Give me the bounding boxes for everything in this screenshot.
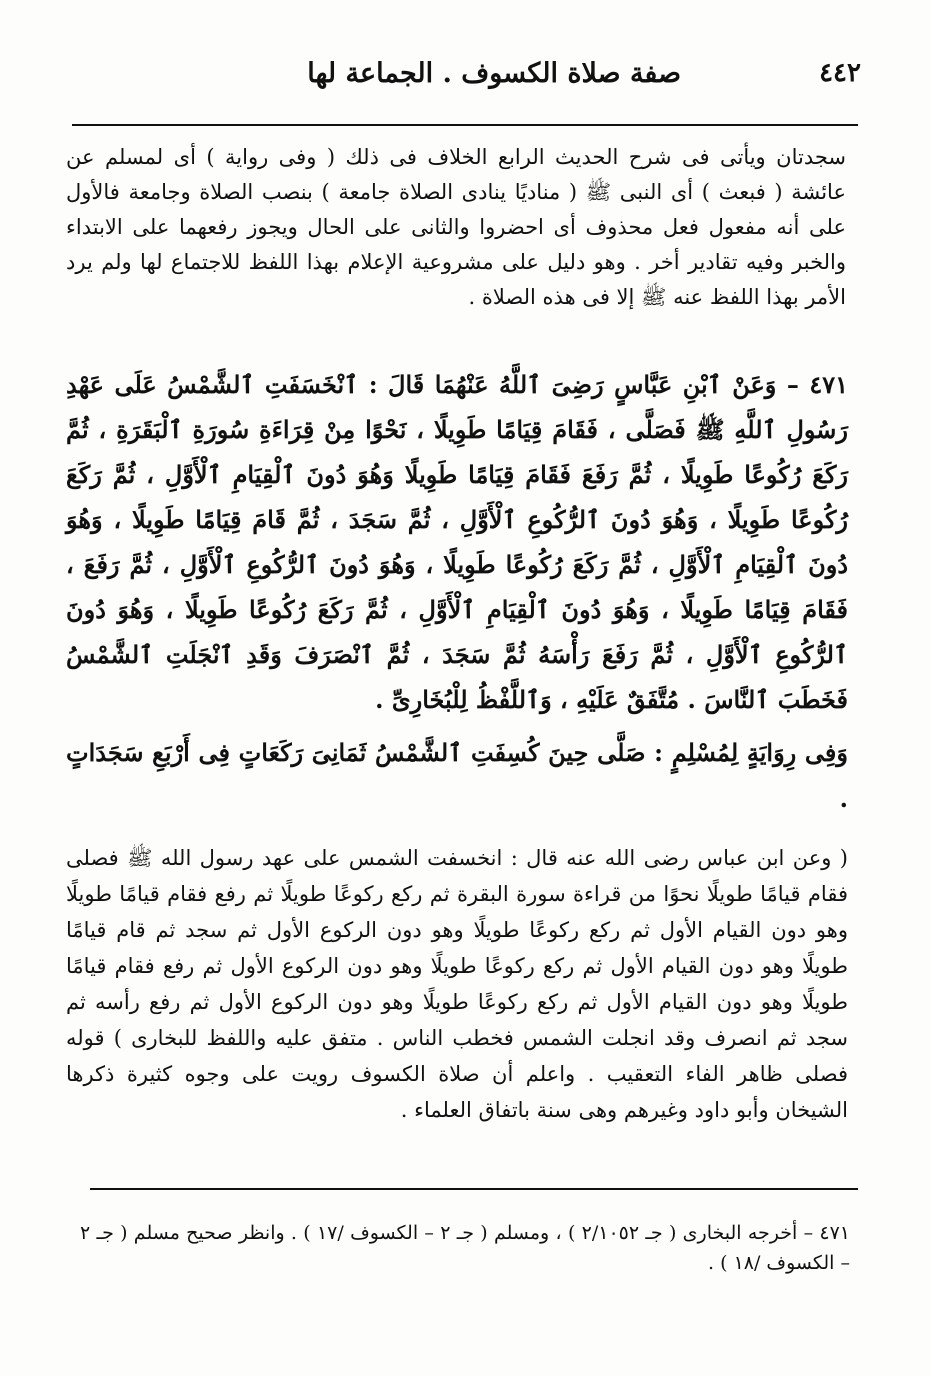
running-title: صفة صلاة الكسوف . الجماعة لها xyxy=(307,58,681,89)
muslim-narration: وَفِى رِوَايَةٍ لِمُسْلِمٍ : صَلَّى حِينَ كُسِفَتِ ٱلشَّمْسُ ثَمَانِىَ رَكَعَاتٍ فِى أَرْبَعِ سَجَدَاتٍ . xyxy=(66,738,848,813)
commentary-paragraph-1: سجدتان ويأتى فى شرح الحديث الرابع الخلاف فى ذلك ( وفى رواية ) أى لمسلم عن عائشة ( فبعث ) أى النبى ﷺ ( مناديًا ينادى الصلاة جامعة ) بنصب الصلاة وجامعة فالأول على أنه مفعول فعل محذوف أى احضروا والثانى على الحال ويجوز رفعهما على الابتداء والخبر وفيه تقادير أخر . وهو دليل على مشروعية الإعلام بهذا اللفظ للاجتماع لها ولم يرد الأمر بهذا اللفظ عنه ﷺ إلا فى هذه الصلاة . xyxy=(66,145,846,309)
page-number: ٤٤٢ xyxy=(819,58,861,88)
header-divider xyxy=(72,124,858,126)
commentary-paragraph-2: ( وعن ابن عباس رضى الله عنه قال : انخسفت الشمس على عهد رسول الله ﷺ فصلى فقام قيامًا طويلًا نحوًا من قراءة سورة البقرة ثم ركع ركوعًا طويلًا ثم رفع فقام قيامًا طويلًا وهو دون القيام الأول ثم ركع ركوعًا طويلًا وهو دون الركوع الأول ثم سجد ثم قام قيامًا طويلًا وهو دون القيام الأول ثم ركع ركوعًا طويلًا وهو دون الركوع الأول ثم رفع فقام قيامًا طويلًا وهو دون القيام الأول ثم ركع ركوعًا طويلًا وهو دون الركوع الأول ثم رفع رأسه ثم سجد ثم انصرف وقد انجلت الشمس فخطب الناس . متفق عليه واللفظ للبخارى ) قوله فصلى ظاهر الفاء التعقيب . واعلم أن صلاة الكسوف رويت على وجوه كثيرة ذكرها الشيخان وأبو داود وغيرهم وهى سنة باتفاق العلماء . xyxy=(66,846,848,1122)
hadith-471-text: ٤٧١ – وَعَنْ ٱبْنِ عَبَّاسٍ رَضِىَ ٱللَّهُ عَنْهُمَا قَالَ : ٱنْخَسَفَتِ ٱلشَّمْسُ عَلَى عَهْدِ رَسُولِ ٱللَّهِ ﷺ فَصَلَّى ، فَقَامَ قِيَامًا طَوِيلًا ، نَحْوًا مِنْ قِرَاءَةِ سُورَةِ ٱلْبَقَرَةِ ، ثُمَّ رَكَعَ رُكُوعًا طَوِيلًا ، ثُمَّ رَفَعَ فَقَامَ قِيَامًا طَوِيلًا وَهُوَ دُونَ ٱلْقِيَامِ ٱلْأَوَّلِ ، ثُمَّ رَكَعَ رُكُوعًا طَوِيلًا ، وَهُوَ دُونَ ٱلرُّكُوعِ ٱلْأَوَّلِ ، ثُمَّ سَجَدَ ، ثُمَّ قَامَ قِيَامًا طَوِيلًا ، وَهُوَ دُونَ ٱلْقِيَامِ ٱلْأَوَّلِ ، ثُمَّ رَكَعَ رُكُوعًا طَوِيلًا ، وَهُوَ دُونَ ٱلرُّكُوعِ ٱلْأَوَّلِ ، ثُمَّ رَفَعَ ، فَقَامَ قِيَامًا طَوِيلًا ، وَهُوَ دُونَ ٱلْقِيَامِ ٱلْأَوَّلِ ، ثُمَّ رَكَعَ رُكُوعًا طَوِيلًا ، وَهُوَ دُونَ ٱلرُّكُوعِ ٱلْأَوَّلِ ، ثُمَّ رَفَعَ رَأْسَهُ ثُمَّ سَجَدَ ، ثُمَّ ٱنْصَرَفَ وَقَدِ ٱنْجَلَتِ ٱلشَّمْسُ فَخَطَبَ ٱلنَّاسَ . مُتَّفَقٌ عَلَيْهِ ، وَٱللَّفْظُ لِلْبُخَارِىِّ . xyxy=(66,370,848,714)
page-header xyxy=(150,58,861,98)
footnote-divider xyxy=(90,1188,858,1190)
footnote-471: ٤٧١ – أخرجه البخارى ( جـ ٢/١٠٥٢ ) ، ومسلم ( جـ ٢ – الكسوف /١٧ ) . وانظر صحيح مسلم ( جـ ٢ – الكسوف /١٨ ) . xyxy=(80,1222,850,1274)
